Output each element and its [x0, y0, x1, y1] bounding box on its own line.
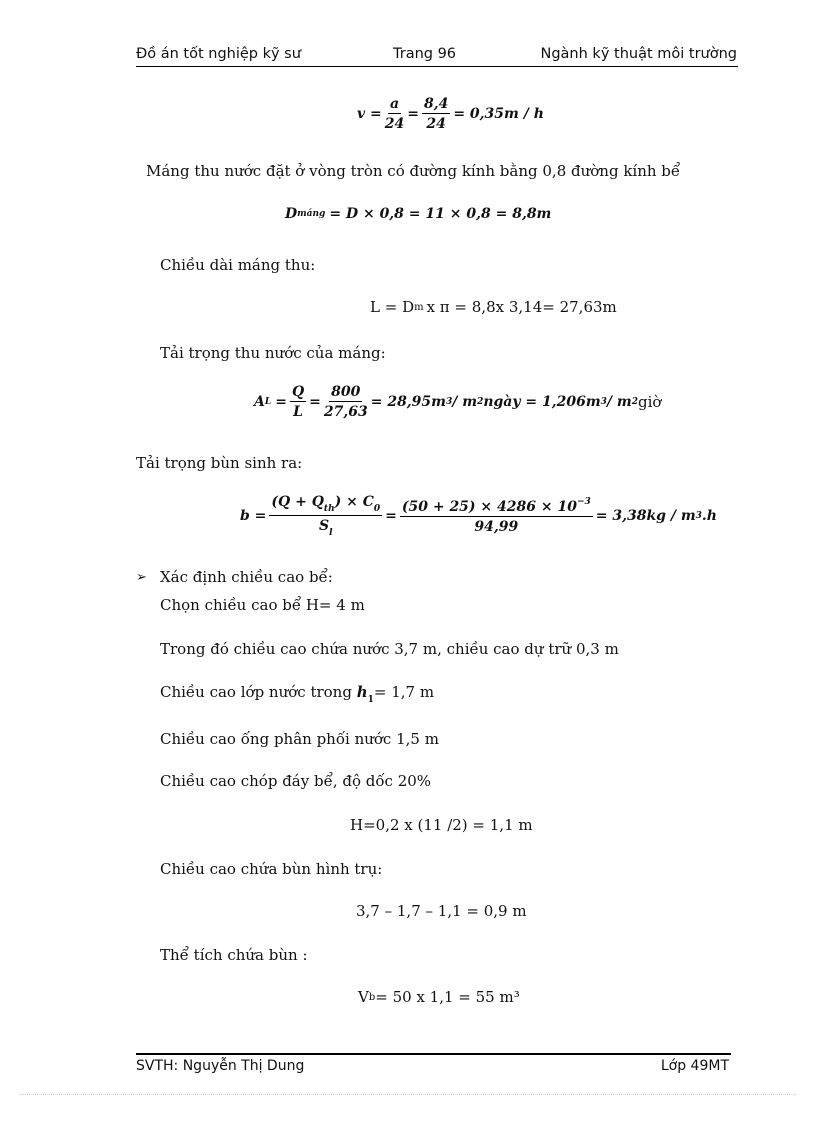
paragraph-chon-chieu-cao: Chọn chiều cao bể H= 4 m	[160, 596, 365, 614]
eq-al-lhs-sub: L	[264, 397, 272, 408]
eq-v-f2-num: 8,4	[422, 96, 450, 114]
equation-cone-height: H=0,2 x (11 /2) = 1,1 m	[350, 816, 533, 834]
heading-xac-dinh-chieu-cao: Xác định chiều cao bể:	[160, 568, 333, 586]
eq-al-fraction-2	[324, 384, 368, 420]
eq-al-unit: giờ	[637, 393, 662, 412]
eq-al-r1-sup: 3	[445, 397, 453, 408]
eq-v-fraction-2	[422, 96, 450, 132]
eq-d-rhs: = D × 0,8 = 11 × 0,8 = 8,8m	[329, 206, 552, 222]
page-bottom-dotted-divider	[20, 1094, 796, 1095]
eq-al-r3-sup: 3	[600, 397, 607, 408]
eq-l-a: L = D	[370, 298, 415, 316]
footer-class: Lớp 49MT	[660, 1058, 729, 1074]
eq-b-f1-num-b: ) × C	[334, 494, 374, 510]
eq-b-f1-den-s: S	[318, 518, 330, 535]
eq-al-r3: ngày = 1,206m	[483, 394, 601, 411]
eq-al-f1-den: L	[293, 404, 303, 421]
equation-d-mang	[285, 206, 551, 222]
eq-al-eq2: =	[309, 394, 321, 411]
paragraph-tai-trong-bun: Tải trọng bùn sinh ra:	[136, 454, 303, 472]
paragraph-mang-thu: Máng thu nước đặt ở vòng tròn có đường kính bằng 0,8 đường kính bể	[146, 162, 681, 180]
equation-sludge-volume	[358, 988, 520, 1006]
paragraph-chieu-dai-mang: Chiều dài máng thu:	[160, 256, 316, 274]
equation-length	[370, 298, 617, 316]
eq-al-r2: / m	[452, 394, 478, 411]
eq-b-f2-den: 94,99	[474, 519, 519, 536]
footer-rule	[136, 1053, 731, 1055]
eq-vb-b: = 50 x 1,1 = 55 m³	[375, 988, 520, 1006]
bullet-arrow-icon: ➢	[136, 570, 147, 585]
eq-al-fraction-1	[290, 384, 306, 420]
eq-b-fraction-2	[400, 497, 593, 535]
eq-l-b: x π = 8,8x 3,14= 27,63m	[426, 298, 617, 316]
eq-v-f1-den: 24	[384, 116, 405, 133]
eq-al-r1: = 28,95m	[370, 394, 446, 411]
eq-vb-sub: b	[368, 991, 376, 1003]
eq-d-sub: máng	[297, 209, 326, 219]
lop-nuoc-h-sub: 1	[367, 695, 374, 705]
equation-load-al	[254, 384, 661, 420]
lop-nuoc-text-b: = 1,7 m	[373, 683, 435, 701]
eq-v-rhs: = 0,35m / h	[453, 106, 544, 123]
paragraph-chop-day: Chiều cao chóp đáy bể, độ dốc 20%	[160, 772, 432, 790]
equation-sludge-load	[240, 494, 717, 539]
eq-b-f2-num-text: (50 + 25) × 4286 × 10	[401, 499, 577, 516]
eq-b-f1-den-sub: l	[329, 528, 333, 539]
eq-l-sub: m	[414, 301, 424, 313]
paragraph-the-tich: Thể tích chứa bùn :	[160, 946, 308, 964]
eq-v-lhs: v =	[357, 106, 382, 123]
eq-b-f1-num-sub2: 0	[373, 504, 381, 514]
header-page-number: Trang 96	[393, 46, 457, 62]
eq-b-eq2: =	[385, 508, 397, 525]
eq-al-eq1: =	[275, 394, 287, 411]
footer-student: SVTH: Nguyễn Thị Dung	[136, 1058, 305, 1074]
eq-b-lhs: b =	[240, 508, 267, 525]
paragraph-chua-bun: Chiều cao chứa bùn hình trụ:	[160, 860, 383, 878]
lop-nuoc-h: h	[356, 683, 368, 701]
eq-b-rhs-tail: .h	[701, 508, 717, 525]
paragraph-trong-do: Trong đó chiều cao chứa nước 3,7 m, chiều cao dự trữ 0,3 m	[160, 640, 619, 658]
eq-b-f1-num	[269, 494, 382, 516]
header-left: Đồ án tốt nghiệp kỹ sư	[136, 46, 301, 62]
eq-b-rhs-sup: 3	[695, 511, 702, 522]
eq-al-r4: / m	[606, 394, 632, 411]
eq-b-fraction-1	[269, 494, 382, 539]
eq-vb-a: V	[358, 988, 369, 1006]
eq-al-r4-sup: 2	[631, 397, 638, 408]
eq-al-r2-sup: 2	[477, 397, 484, 408]
equation-velocity	[357, 96, 544, 132]
paragraph-tai-trong-thu: Tải trọng thu nước của máng:	[160, 344, 386, 362]
paragraph-ong-phan-phoi: Chiều cao ống phân phối nước 1,5 m	[160, 730, 439, 748]
eq-al-lhs: A	[254, 394, 265, 411]
header-rule	[136, 66, 738, 67]
eq-b-f2-num	[400, 497, 593, 517]
header-right: Ngành kỹ thuật môi trường	[540, 46, 737, 62]
eq-v-f2-den: 24	[426, 116, 446, 133]
eq-b-f1-num-sub: th	[323, 504, 335, 514]
equation-cylinder-height: 3,7 – 1,7 – 1,1 = 0,9 m	[356, 902, 527, 920]
paragraph-lop-nuoc	[160, 683, 434, 705]
lop-nuoc-text-a: Chiều cao lớp nước trong	[160, 683, 357, 701]
eq-b-f1-den	[319, 516, 333, 538]
eq-v-fraction-1	[385, 96, 404, 132]
eq-v-f1-num: a	[388, 96, 401, 114]
eq-d-lhs: D	[285, 206, 298, 222]
eq-al-f2-num: 800	[329, 384, 362, 402]
eq-b-f2-num-sup: −3	[576, 497, 591, 508]
eq-b-rhs: = 3,38kg / m	[595, 508, 696, 525]
eq-al-f1-num: Q	[290, 384, 306, 402]
eq-b-f1-num-a: (Q + Q	[271, 494, 324, 510]
eq-v-eq2: =	[407, 106, 419, 123]
eq-al-f2-den: 27,63	[323, 404, 368, 421]
